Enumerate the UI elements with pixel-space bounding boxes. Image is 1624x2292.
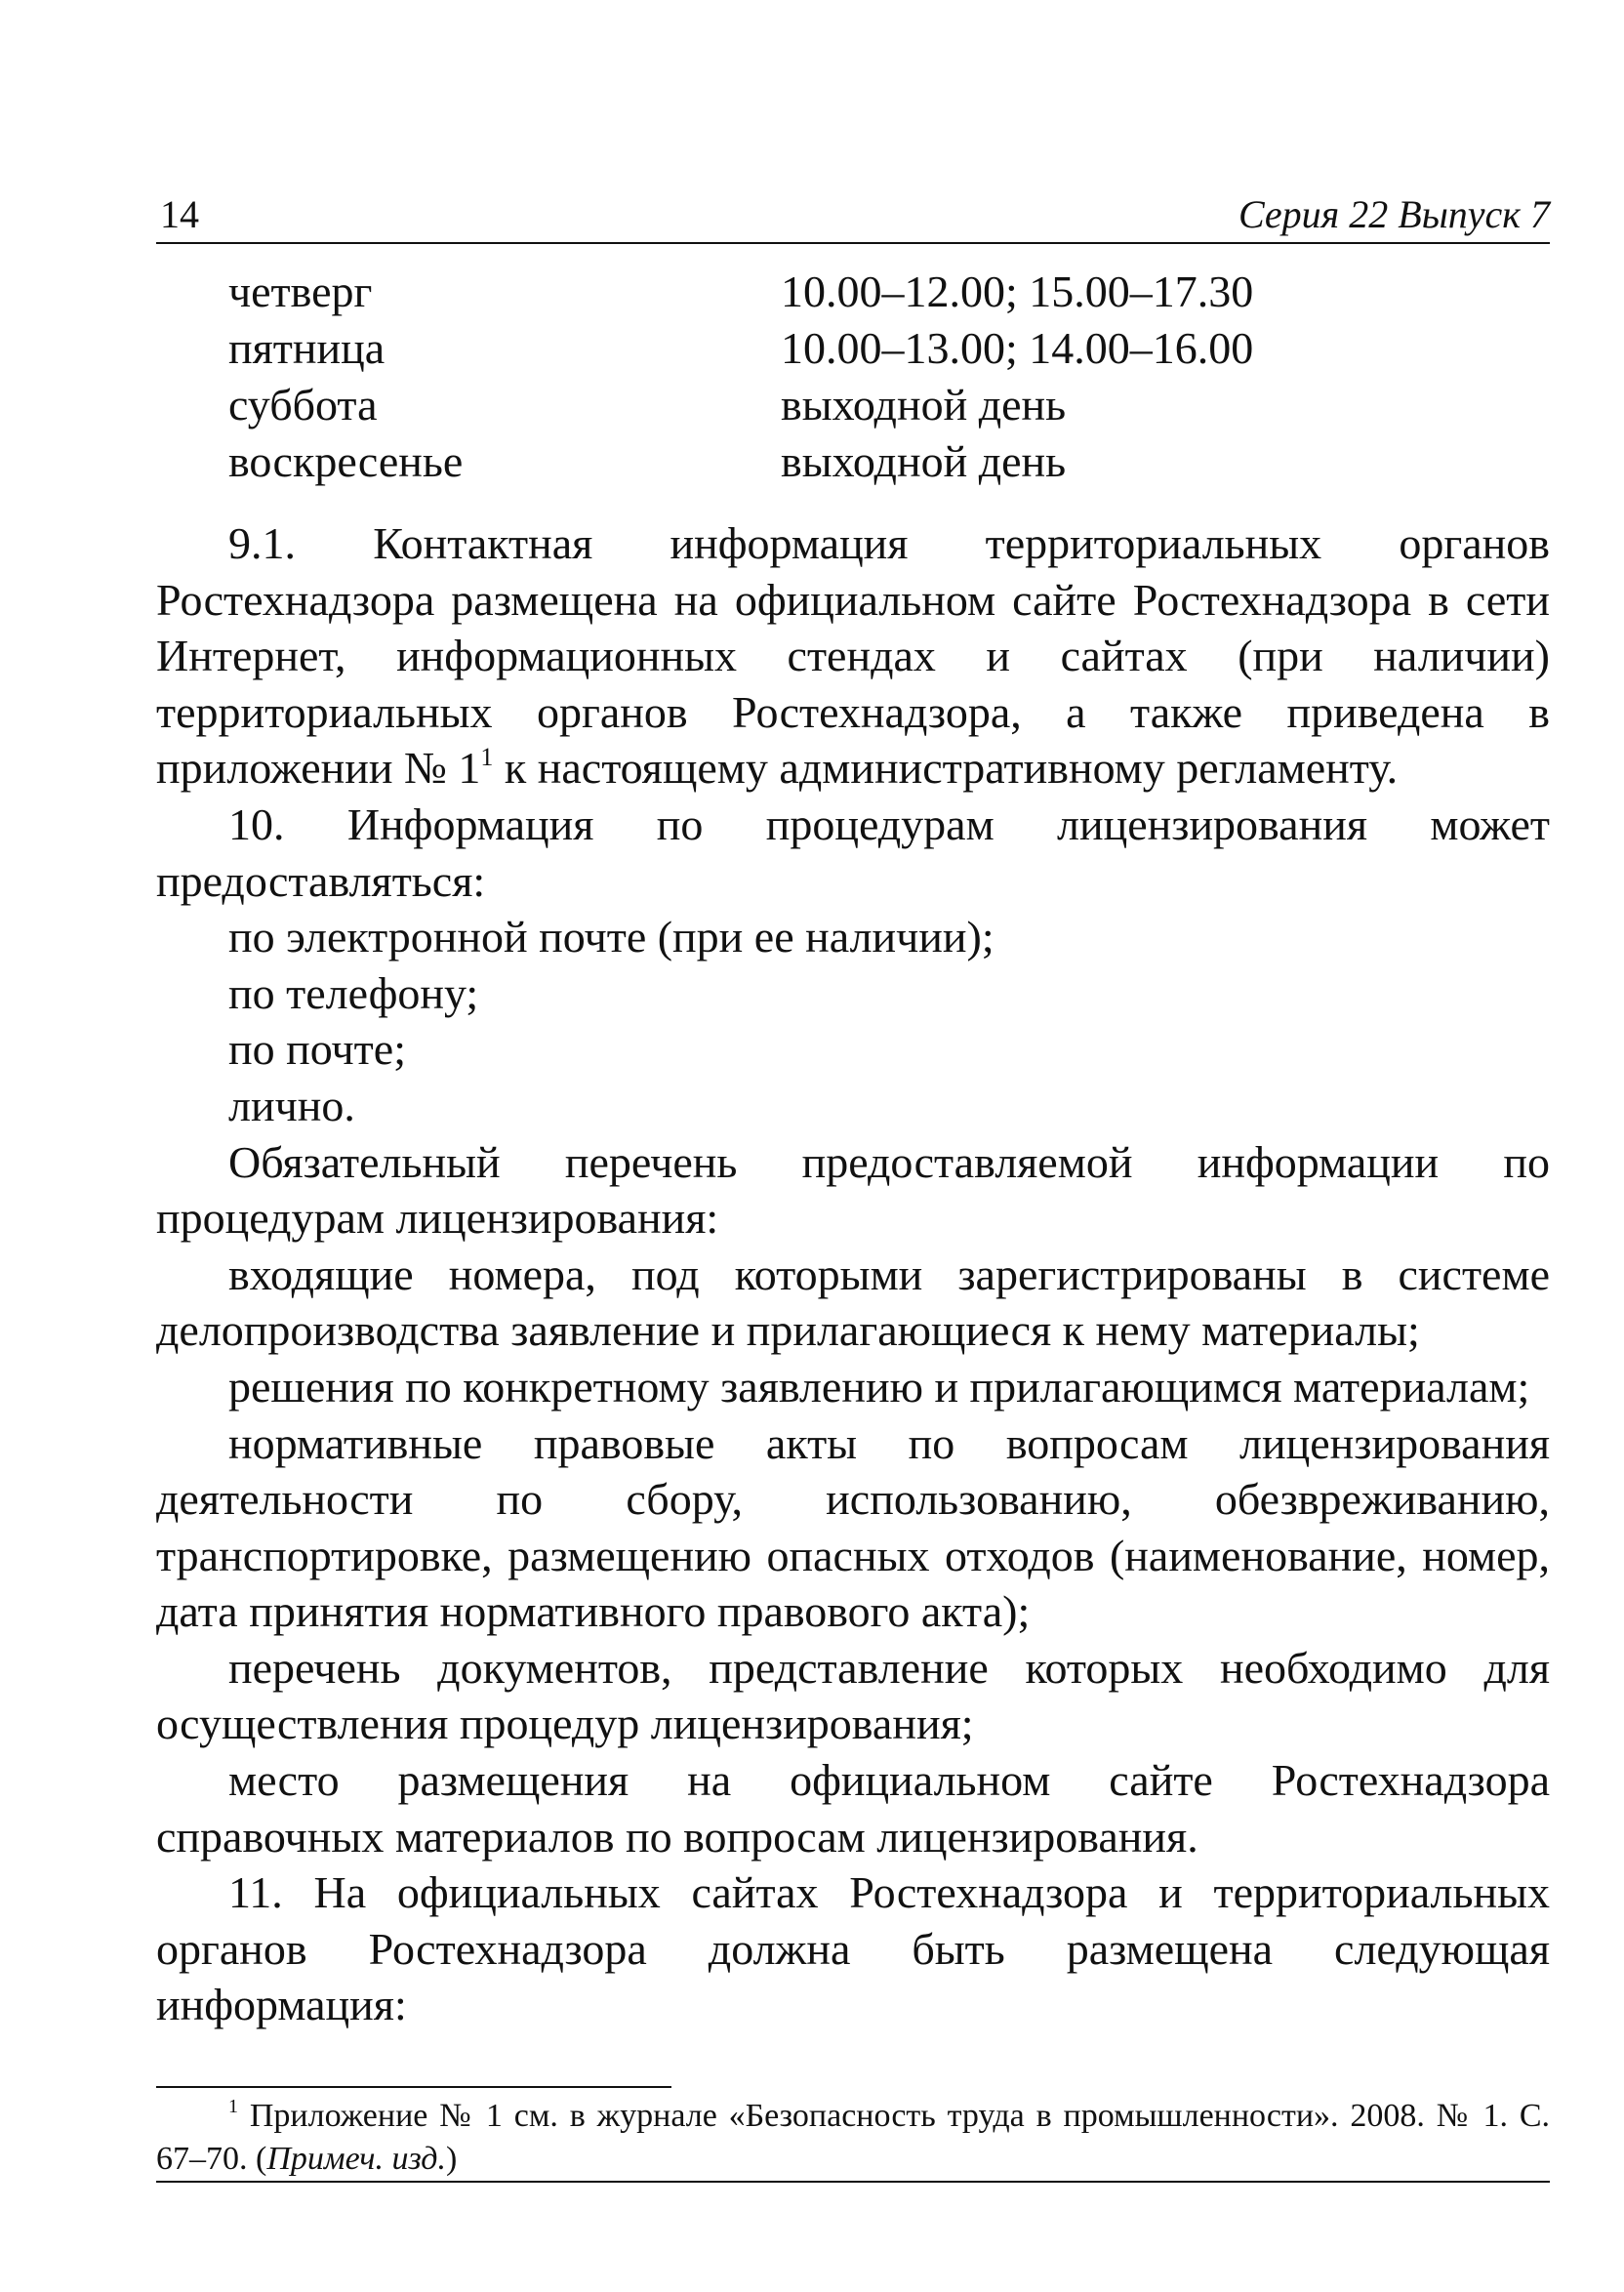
paragraph-11: 11. На официальных сайтах Ростехнадзора и территориальных органов Ростехнадзора должна быть размещена следующая информация: bbox=[156, 1867, 1550, 2030]
footnote-rule bbox=[156, 2086, 671, 2088]
paragraph-9-1-tail: к настоящему административному регламенту. bbox=[493, 743, 1399, 794]
series-title: Серия 22 Выпуск 7 bbox=[1238, 192, 1550, 236]
list-item: решения по конкретному заявлению и прилагающимся материалам; bbox=[228, 1361, 1530, 1412]
body-text bbox=[156, 515, 1550, 2033]
footnote-number: 1 bbox=[228, 2096, 238, 2117]
schedule-hours: выходной день bbox=[781, 380, 1067, 430]
footnote-close: ) bbox=[445, 2141, 458, 2177]
page-number: 14 bbox=[160, 192, 199, 236]
schedule-day: пятница bbox=[228, 323, 386, 373]
footnote bbox=[156, 2095, 1550, 2181]
list-item: перечень документов, представление которых необходимо для осуществления процедур лицензирования; bbox=[156, 1642, 1550, 1749]
schedule-hours: 10.00–13.00; 14.00–16.00 bbox=[781, 323, 1254, 373]
schedule-day: суббота bbox=[228, 380, 378, 430]
method-email: по электронной почте (при ее наличии); bbox=[228, 912, 995, 962]
footnote-paragraph bbox=[156, 2095, 1550, 2181]
schedule-row bbox=[228, 433, 1400, 490]
method-post: по почте; bbox=[228, 1024, 406, 1075]
schedule-row bbox=[228, 377, 1400, 433]
schedule-row bbox=[228, 320, 1400, 377]
method-personal: лично. bbox=[228, 1080, 355, 1130]
paragraph-9-1 bbox=[156, 515, 1550, 797]
paragraph-9-1-text: 9.1. Контактная информация территориальных органов Ростехнадзора размещена на официальном сайте Ростехнадзора в сети Интернет, информационных стендах и сайтах (при наличии) территориальных органов Ростехнадзора, а также приведена в приложении № 1 bbox=[156, 518, 1550, 794]
footnote-editor-note: Примеч. изд. bbox=[266, 2141, 446, 2177]
paragraph-10: 10. Информация по процедурам лицензирования может предоставляться: bbox=[156, 798, 1550, 906]
schedule-day: воскресенье bbox=[228, 436, 464, 486]
footnote-marker: 1 bbox=[480, 743, 494, 772]
running-head bbox=[156, 191, 1550, 238]
header-rule bbox=[156, 242, 1550, 244]
list-intro: Обязательный перечень предоставляемой информации по процедурам лицензирования: bbox=[156, 1136, 1550, 1244]
list-item: нормативные правовые акты по вопросам лицензирования деятельности по сбору, использованию, обезвреживанию, транспортировке, размещению опасных отходов (наименование, номер, дата принятия нормативного правового акта); bbox=[156, 1417, 1550, 1637]
schedule-day: четверг bbox=[228, 266, 373, 316]
schedule-hours: 10.00–12.00; 15.00–17.30 bbox=[781, 266, 1254, 316]
method-phone: по телефону; bbox=[228, 967, 479, 1018]
list-item: входящие номера, под которыми зарегистрированы в системе делопроизводства заявление и прилагающиеся к нему материалы; bbox=[156, 1248, 1550, 1356]
footnote-text: Приложение № 1 см. в журнале «Безопасность труда в промышленности». 2008. № 1. С. 67–70. ( bbox=[156, 2098, 1550, 2177]
bottom-rule bbox=[156, 2181, 1550, 2183]
list-item: место размещения на официальном сайте Ростехнадзора справочных материалов по вопросам лицензирования. bbox=[156, 1755, 1550, 1862]
schedule-table bbox=[228, 264, 1400, 490]
schedule-hours: выходной день bbox=[781, 436, 1067, 486]
schedule-row bbox=[228, 264, 1400, 320]
